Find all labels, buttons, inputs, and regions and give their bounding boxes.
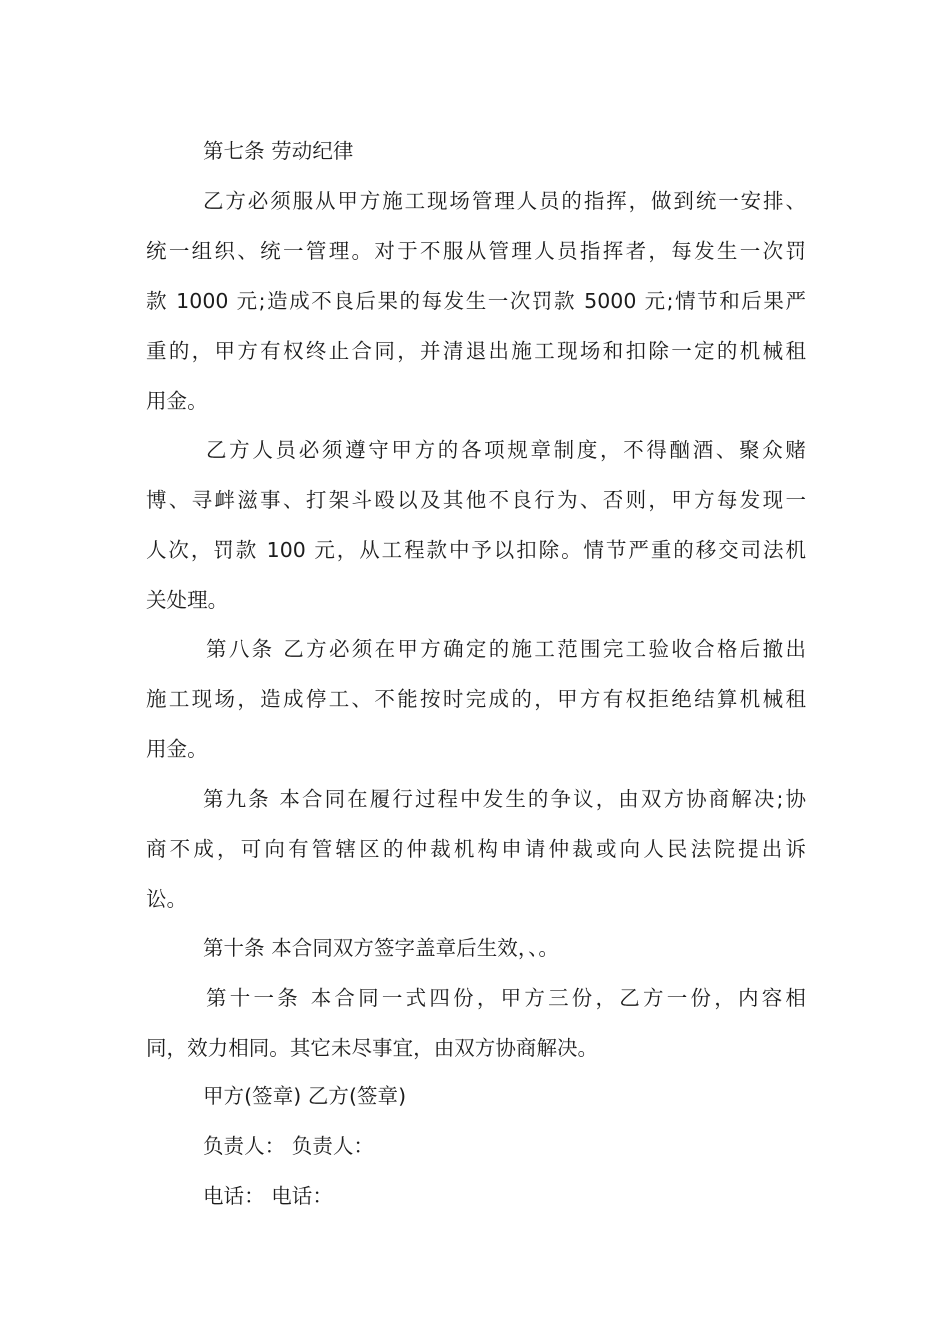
article-7-heading: 第七条 劳动纪律 <box>203 139 354 163</box>
article-7-paragraph-1: 乙方必须服从甲方施工现场管理人员的指挥，做到统一安排、 统一组织、统一管理。对于不服从管理人员指挥者，每发生一次罚 款 1000 元;造成不良后果的每发生一次罚款 5000 元;情节和后果严 重的，甲方有权终止合同，并清退出施工现场和扣除一定的机械租 用金。 <box>146 189 806 413</box>
article-11: 第十一条 本合同一式四份，甲方三份，乙方一份，内容相 同，效力相同。其它未尽事宜，由双方协商解决。 <box>146 986 806 1060</box>
article-7-paragraph-2: 乙方人员必须遵守甲方的各项规章制度，不得酗酒、聚众赌 博、寻衅滋事、打架斗殴以及其他不良行为、否则，甲方每发现一 人次，罚款 100 元，从工程款中予以扣除。情节严重的移交司法机 关处理。 <box>146 438 806 612</box>
article-10: 第十条 本合同双方签字盖章后生效，、。 <box>203 936 559 960</box>
article-8: 第八条 乙方必须在甲方确定的施工范围完工验收合格后撤出 施工现场，造成停工、不能按时完成的，甲方有权拒绝结算机械租 用金。 <box>146 637 806 761</box>
article-9: 第九条 本合同在履行过程中发生的争议，由双方协商解决;协 商不成，可向有管辖区的仲裁机构申请仲裁或向人民法院提出诉 讼。 <box>146 787 806 911</box>
phone-line: 电话： 电话： <box>203 1184 333 1208</box>
responsible-person-line: 负责人： 负责人： <box>203 1134 374 1158</box>
signature-line: 甲方(签章) 乙方(签章) <box>203 1084 407 1108</box>
